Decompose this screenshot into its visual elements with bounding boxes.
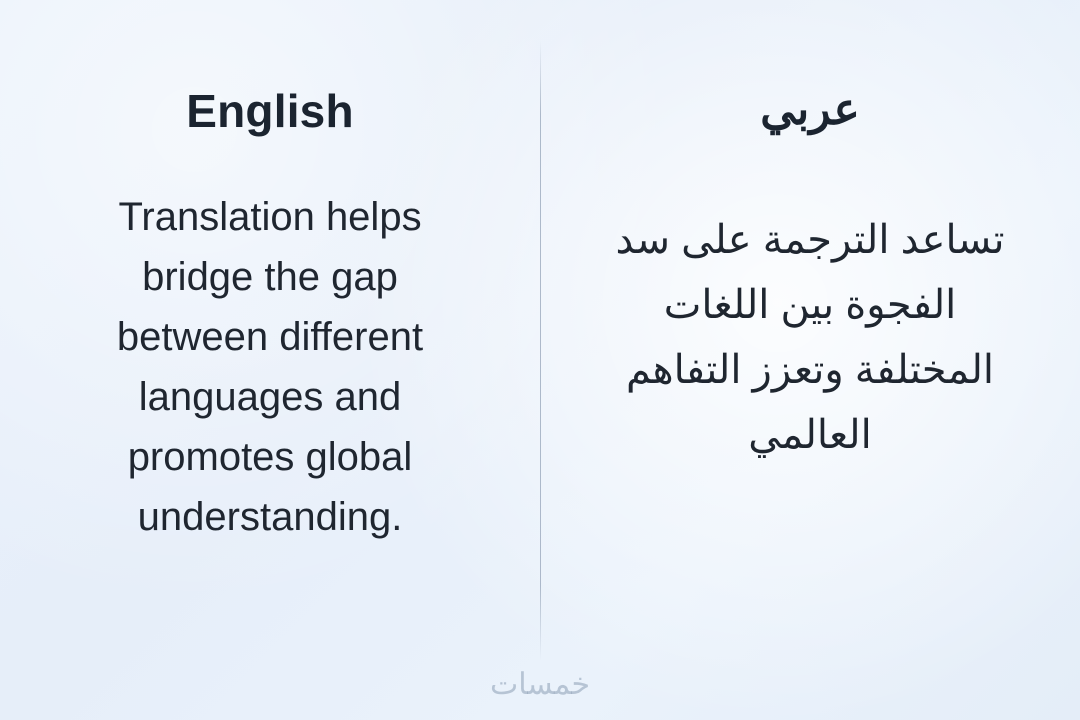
arabic-panel-title: عربي — [760, 85, 860, 134]
english-panel-text: Translation helps bridge the gap between different languages and promotes global understanding. — [116, 194, 424, 539]
arabic-panel — [540, 0, 1080, 720]
watermark-text: خمسات — [489, 668, 591, 701]
english-panel-title: English — [186, 85, 354, 137]
arabic-panel-text: تساعد الترجمة على سد الفجوة بين اللغات المختلفة وتعزز التفاهم العالمي — [615, 218, 1005, 457]
